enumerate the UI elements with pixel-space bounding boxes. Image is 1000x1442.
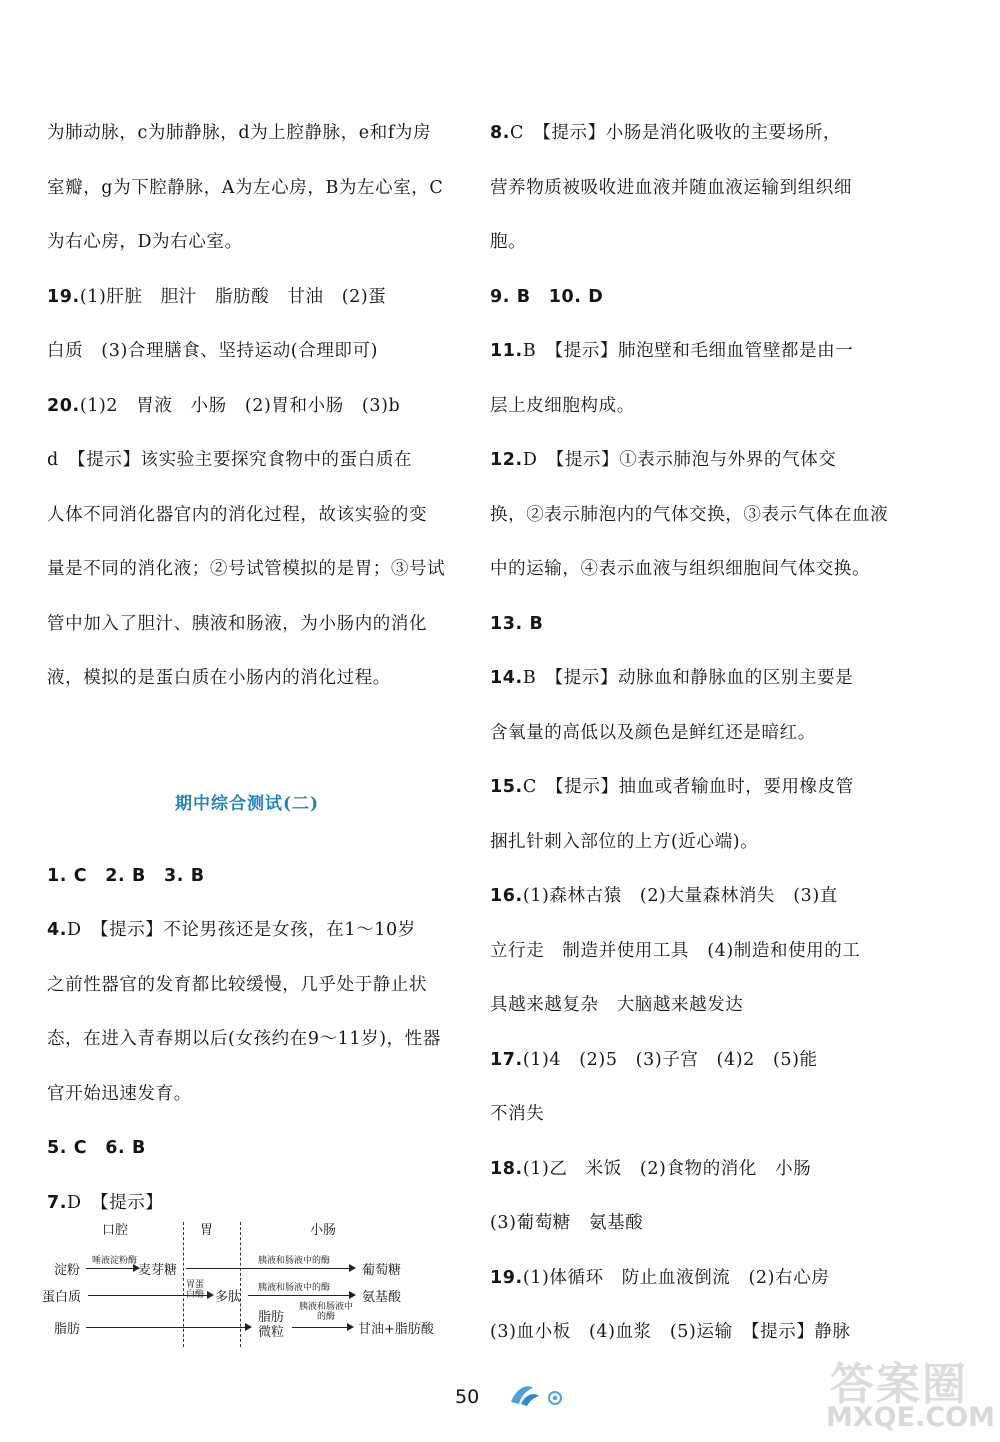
question-number: 19. [47, 286, 80, 307]
header-stomach: 胃 [200, 1223, 214, 1238]
answer-text: D 【提示】不论男孩还是女孩，在1～10岁 [67, 920, 416, 940]
text-line: (3)葡萄糖 氨基酸 [490, 1213, 644, 1233]
question-number: 17. [490, 1049, 523, 1070]
product-peptide: 多肽 [215, 1290, 242, 1305]
question-number: 16. [490, 886, 523, 906]
answer-text: D 【提示】①表示肺泡与外界的气体交 [522, 450, 837, 470]
question-number: 18. [490, 1158, 523, 1179]
answer-text: C 【提示】抽血或者输血时，要用橡皮管 [522, 777, 854, 797]
product-glycerol-fatty-acid: 甘油+脂肪酸 [358, 1322, 434, 1337]
header-small-intestine: 小肠 [310, 1223, 337, 1238]
leaf-swirl-icon [507, 1382, 575, 1408]
answer-13: 13. B [490, 613, 544, 634]
answer-text: (1)乙 米饭 (2)食物的消化 小肠 [522, 1158, 812, 1179]
text-line: d 【提示】该实验主要探究食物中的蛋白质在 [47, 450, 413, 470]
nutrient-fat: 脂肪 [54, 1322, 81, 1337]
product-glucose: 葡萄糖 [362, 1263, 402, 1278]
enzyme-label: 唾液淀粉酶 [92, 1256, 138, 1266]
left-column [47, 120, 447, 1244]
text-line: 立行走 制造并使用工具 (4)制造和使用的工 [490, 940, 861, 961]
product-amino-acid: 氨基酸 [362, 1290, 402, 1305]
question-number: 19. [490, 1267, 523, 1288]
text-line: 官开始迅速发育。 [47, 1083, 192, 1104]
watermark-url: MXQE.COM [826, 1402, 995, 1433]
answer-text: (1)体循环 防止血液倒流 (2)右心房 [522, 1267, 830, 1288]
text-line: 量是不同的消化液；②号试管模拟的是胃；③号试 [47, 559, 446, 579]
answer-12 [490, 447, 900, 502]
text-line: 为肺动脉，c为肺静脉，d为上腔静脉，e和f为房 [47, 123, 432, 143]
answer-text: C 【提示】小肠是消化吸收的主要场所， [510, 123, 842, 143]
answer-8 [490, 120, 900, 175]
enzyme-label: 胰液和肠液中的酶 [258, 1283, 331, 1293]
divider-line [240, 1222, 241, 1347]
page-number: 50 [455, 1386, 480, 1408]
answer-11 [490, 338, 900, 393]
arrow [186, 1268, 354, 1269]
answer-9-10: 9. B 10. D [490, 286, 604, 307]
text-line: 中的运输，④表示血液与组织细胞间气体交换。 [490, 559, 871, 579]
question-number: 7. [47, 1192, 68, 1213]
text-line: (3)血小板 (4)血浆 (5)运输 【提示】静脉 [490, 1322, 851, 1342]
answer-15 [490, 774, 900, 829]
text-line: 层上皮细胞构成。 [490, 395, 635, 416]
product-maltose: 麦芽糖 [138, 1263, 178, 1278]
enzyme-label: 胰液和肠液中的酶 [258, 1256, 331, 1266]
answer-5-6: 5. C 6. B [47, 1138, 146, 1158]
text-line: 不消失 [490, 1104, 545, 1124]
question-number: 12. [490, 450, 523, 470]
nutrient-starch: 淀粉 [54, 1263, 81, 1278]
enzyme-label: 胃蛋白酶 [186, 1280, 205, 1300]
product-fat-droplet: 脂肪微粒 [258, 1310, 285, 1340]
text-line: 含氧量的高低以及颜色是鲜红还是暗红。 [490, 722, 816, 743]
divider-line [183, 1222, 184, 1347]
question-number: 4. [47, 920, 68, 940]
answer-17 [490, 1047, 900, 1102]
text-line: 胞。 [490, 232, 527, 252]
answer-text: (1)肝脏 胆汁 脂肪酸 甘油 (2)蛋 [79, 286, 387, 307]
digestion-diagram [40, 1222, 460, 1347]
arrow [248, 1295, 354, 1296]
answer-text: D 【提示】 [67, 1192, 164, 1213]
arrow [86, 1327, 250, 1328]
watermark-brand: 答案圈 [830, 1359, 968, 1410]
answer-text: (1)4 (2)5 (3)子宫 (4)2 (5)能 [522, 1049, 818, 1070]
text-line: 管中加入了胆汁、胰液和肠液，为小肠内的消化 [47, 613, 428, 634]
arrow [88, 1295, 212, 1296]
header-mouth: 口腔 [102, 1223, 129, 1238]
text-line: 人体不同消化器官内的消化过程，故该实验的变 [47, 504, 428, 525]
answer-14 [490, 665, 900, 720]
question-number: 14. [490, 668, 523, 688]
answer-text: (1)森林古猿 (2)大量森林消失 (3)直 [522, 886, 838, 906]
text-line: 白质 (3)合理膳食、坚持运动(合理即可) [47, 341, 379, 361]
text-line: 为右心房，D为右心室。 [47, 232, 243, 252]
answer-16 [490, 883, 900, 938]
arrow [292, 1327, 352, 1328]
enzyme-label: 胰液和肠液中的酶 [298, 1302, 353, 1322]
answer-20 [47, 393, 447, 448]
answer-19 [47, 284, 447, 339]
answer-text: (1)2 胃液 小肠 (2)胃和小肠 (3)b [79, 395, 401, 416]
text-line: 室瓣，g为下腔静脉，A为左心房，B为左心室，C [47, 177, 444, 198]
right-column [490, 120, 900, 1374]
answer-text: B 【提示】肺泡壁和毛细血管壁都是由一 [522, 341, 854, 361]
text-line: 态，在进入青春期以后(女孩约在9～11岁)，性器 [47, 1029, 441, 1049]
answer-1-3: 1. C 2. B 3. B [47, 865, 205, 886]
text-line: 液，模拟的是蛋白质在小肠内的消化过程。 [47, 668, 391, 688]
text-line: 捆扎针刺入部位的上方(近心端)。 [490, 831, 759, 852]
question-number: 20. [47, 395, 80, 416]
arrow [86, 1268, 138, 1269]
answer-18 [490, 1156, 900, 1211]
nutrient-protein: 蛋白质 [42, 1290, 82, 1305]
question-number: 11. [490, 341, 523, 361]
spacer [47, 720, 447, 775]
text-line: 具越来越复杂 大脑越来越发达 [490, 995, 744, 1015]
answer-4 [47, 917, 447, 972]
text-line: 换，②表示肺泡内的气体交换，③表示气体在血液 [490, 504, 889, 525]
question-number: 8. [490, 123, 511, 143]
answer-19 [490, 1265, 900, 1320]
answer-text: B 【提示】动脉血和静脉血的区别主要是 [522, 668, 854, 688]
question-number: 15. [490, 777, 523, 797]
section-title: 期中综合测试(二) [174, 794, 320, 814]
text-line: 之前性器官的发育都比较缓慢，几乎处于静止状 [47, 974, 428, 995]
text-line: 营养物质被吸收进血液并随血液运输到组织细 [490, 177, 852, 198]
